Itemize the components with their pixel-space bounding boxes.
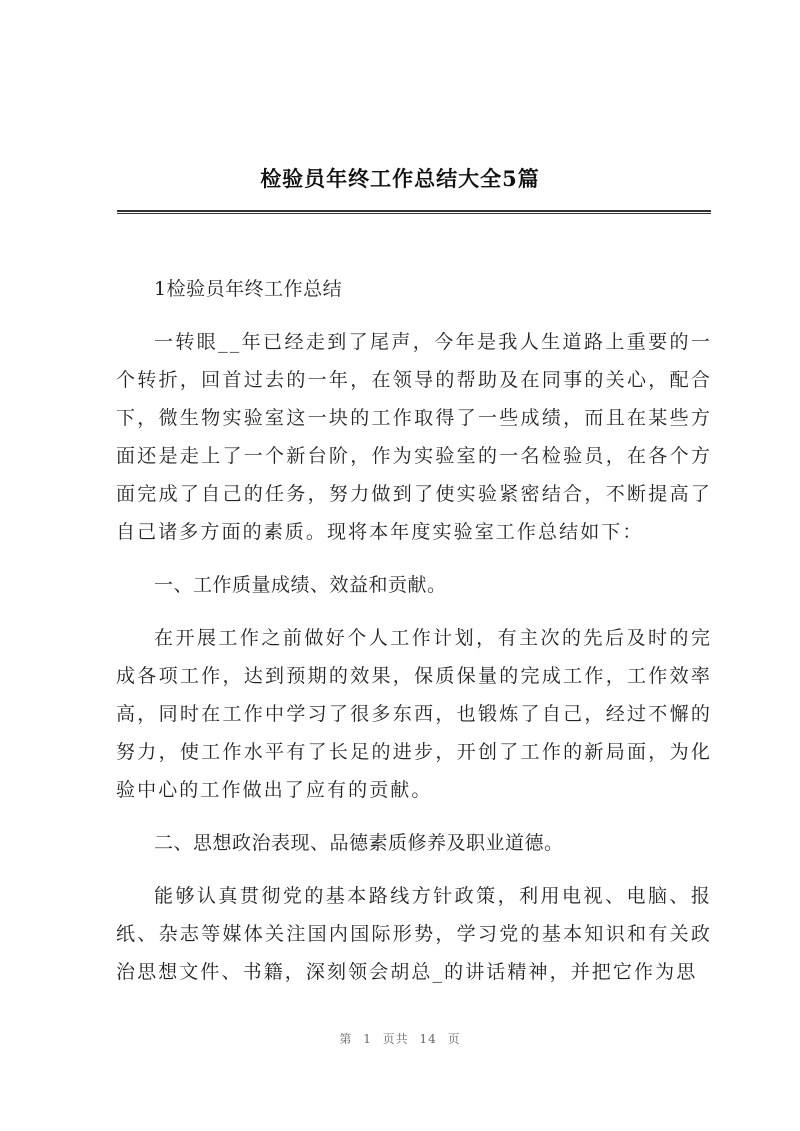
title-divider: [117, 210, 711, 214]
subheading-work-quality: 一、工作质量成绩、效益和贡献。: [154, 574, 447, 596]
document-body: [116, 270, 712, 1006]
footer-total-pages: 14: [419, 1032, 437, 1046]
page-title: 检验员年终工作总结大全5篇: [260, 166, 540, 191]
paragraph-political: 能够认真贯彻党的基本路线方针政策，利用电视、电脑、报纸、杂志等媒体关注国内国际形势，学习党的基本知识和有关政治思想文件、书籍，深刻领会胡总_的讲话精神，并把它作为思: [116, 885, 712, 983]
footer-suffix: 页: [447, 1032, 461, 1046]
footer-mid: 页共: [382, 1032, 409, 1046]
footer-prefix: 第: [339, 1032, 353, 1046]
paragraph-work-quality: 在开展工作之前做好个人工作计划，有主次的先后及时的完成各项工作，达到预期的效果，保质保量的完成工作，工作效率高，同时在工作中学习了很多东西，也锻炼了自己，经过不懈的努力，使工作水平有了长足的进步，开创了工作的新局面，为化验中心的工作做出了应有的贡献。: [116, 627, 712, 801]
section-heading: 1检验员年终工作总结: [154, 278, 343, 300]
subheading-political: 二、思想政治表现、品德素质修养及职业道德。: [154, 832, 564, 854]
paragraph-intro: 一转眼__年已经走到了尾声，今年是我人生道路上重要的一个转折，回首过去的一年，在领导的帮助及在同事的关心，配合下，微生物实验室这一块的工作取得了一些成绩，而且在某些方面还是走上了一个新台阶，作为实验室的一名检验员，在各个方面完成了自己的任务，努力做到了使实验紧密结合，不断提高了自己诸多方面的素质。现将本年度实验室工作总结如下：: [116, 331, 712, 543]
footer-page-number: 1: [363, 1032, 372, 1046]
page-footer: [0, 1030, 800, 1047]
